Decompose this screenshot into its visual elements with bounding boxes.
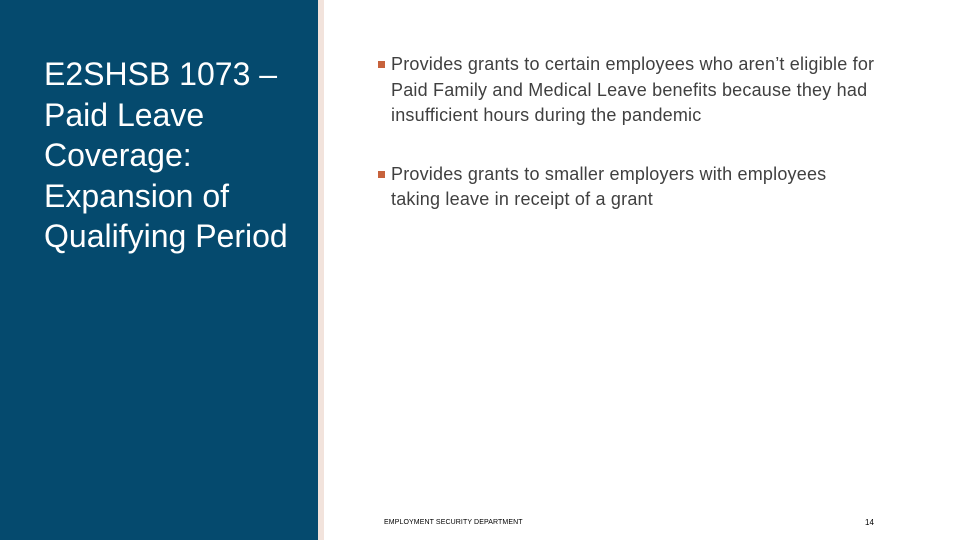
bullet-item <box>378 52 878 129</box>
square-bullet-icon <box>378 61 385 68</box>
divider-stripe <box>318 0 324 540</box>
bullet-text: Provides grants to smaller employers with employees taking leave in receipt of a grant <box>391 163 827 209</box>
bullet-text: Provides grants to certain employees who aren’t eligible for Paid Family and Medical Leave benefits because they had insufficient hours during the pandemic <box>391 54 875 125</box>
bullet-item <box>378 162 878 213</box>
footer-organization: EMPLOYMENT SECURITY DEPARTMENT <box>384 519 523 526</box>
square-bullet-icon <box>378 171 385 178</box>
title-panel <box>0 0 318 540</box>
page-number: 14 <box>865 518 874 527</box>
slide-title: E2SHSB 1073 – Paid Leave Coverage: Expansion of Qualifying Period <box>44 56 288 254</box>
bullet-list <box>378 52 878 213</box>
